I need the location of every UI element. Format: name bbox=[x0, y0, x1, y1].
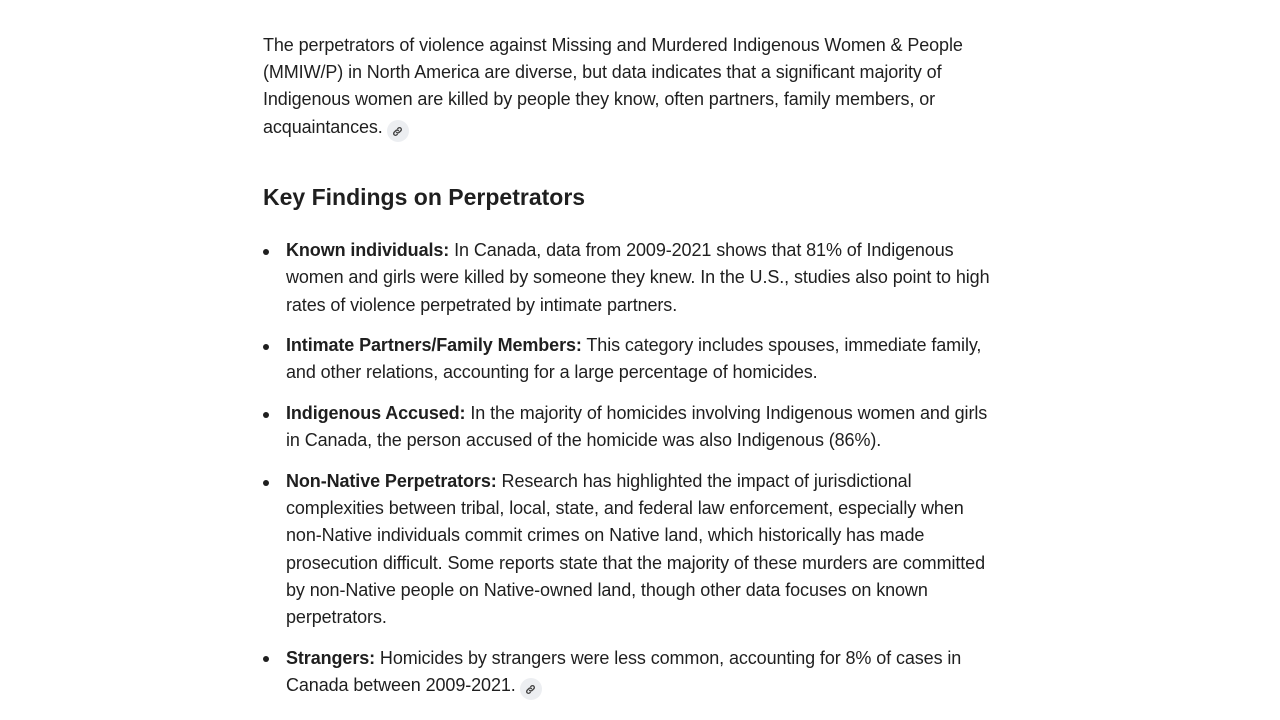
item-text: In Canada, data from 2009-2021 shows that 81% of Indigenous women and girls were killed by someone they knew. In the U.S., studies also point to high rates of violence perpetrated by intimate partners. bbox=[286, 240, 990, 315]
item-text: Homicides by strangers were less common, accounting for 8% of cases in Canada between 2009-2021. bbox=[286, 647, 962, 695]
bullet-icon bbox=[263, 480, 269, 486]
bullet-icon bbox=[263, 656, 269, 662]
item-label: Strangers: bbox=[286, 647, 376, 668]
findings-list bbox=[263, 237, 1003, 700]
intro-paragraph bbox=[263, 32, 1003, 142]
link-icon bbox=[525, 684, 536, 695]
link-icon bbox=[392, 126, 403, 137]
item-text: Research has highlighted the impact of jurisdictional complexities between tribal, local, state, and federal law enforcement, especially when non-Native individuals commit crimes on Native land, which historically has made prosecution difficult. Some reports state that the majority of these murders are committed by non-Native people on Native-owned land, though other data focuses on known perpetrators. bbox=[286, 471, 985, 628]
source-link-chip[interactable] bbox=[520, 678, 542, 700]
list-item bbox=[263, 468, 1003, 631]
section-heading: Key Findings on Perpetrators bbox=[263, 184, 586, 211]
bullet-icon bbox=[263, 249, 269, 255]
intro-text: The perpetrators of violence against Missing and Murdered Indigenous Women & People (MMIW/P) in North America are diverse, but data indicates that a significant majority of Indigenous women are killed by people they know, often partners, family members, or acquaintances. bbox=[263, 35, 963, 137]
item-text: In the majority of homicides involving Indigenous women and girls in Canada, the person accused of the homicide was also Indigenous (86%). bbox=[286, 403, 988, 451]
list-item bbox=[263, 332, 1003, 386]
item-text: This category includes spouses, immediate family, and other relations, accounting for a large percentage of homicides. bbox=[286, 335, 982, 383]
response-content bbox=[263, 32, 1003, 714]
item-label: Known individuals: bbox=[286, 240, 450, 261]
item-label: Indigenous Accused: bbox=[286, 403, 466, 424]
list-item bbox=[263, 400, 1003, 454]
item-label: Intimate Partners/Family Members: bbox=[286, 335, 582, 356]
item-label: Non-Native Perpetrators: bbox=[286, 471, 497, 492]
bullet-icon bbox=[263, 412, 269, 418]
list-item bbox=[263, 645, 1003, 701]
bullet-icon bbox=[263, 344, 269, 350]
list-item bbox=[263, 237, 1003, 319]
source-link-chip[interactable] bbox=[387, 120, 409, 142]
